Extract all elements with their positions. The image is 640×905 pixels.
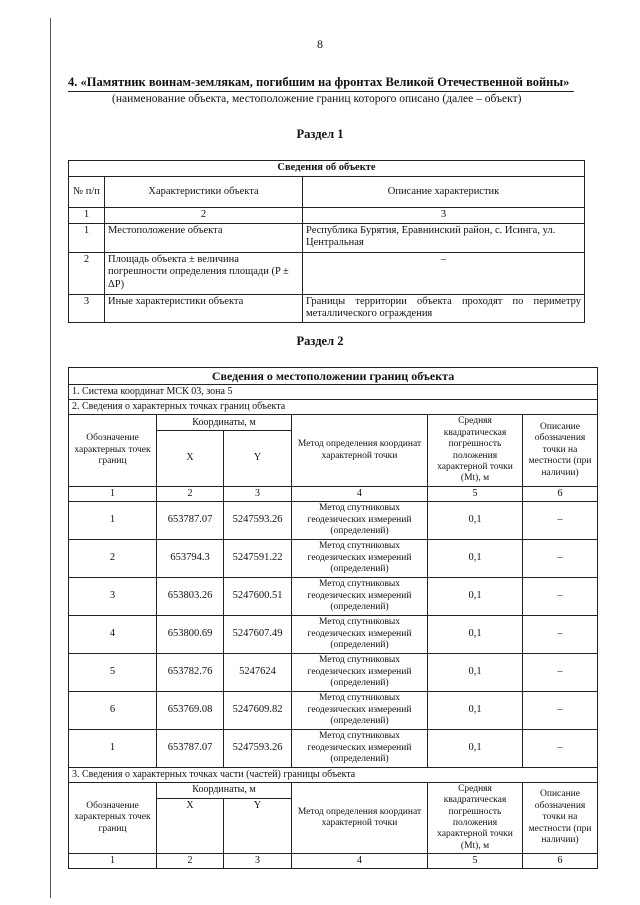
parts-col-header-coords: Координаты, м [157, 782, 292, 798]
point-y: 5247591.22 [224, 539, 292, 577]
table-title: Сведения о местоположении границ объекта [69, 368, 598, 385]
parts-col-header-method: Метод определения координат характерной точки [292, 782, 428, 853]
row-desc: Границы территории объекта проходят по периметру металлического ограждения [303, 294, 585, 322]
point-mt: 0,1 [428, 577, 523, 615]
parts-col-header-description: Описание обозначения точки на местности (при наличии) [523, 782, 598, 853]
object-title: 4. «Памятник воинам-землякам, погибшим на фронтах Великой Отечественной войны» [68, 75, 570, 89]
index-cell: 5 [428, 854, 523, 869]
object-subtitle: (наименование объекта, местоположение границ которого описано (далее – объект) [112, 93, 522, 105]
index-cell: 2 [157, 854, 224, 869]
parts-col-header-y: Y [224, 798, 292, 853]
point-x: 653782.76 [157, 653, 224, 691]
point-desc: – [523, 501, 598, 539]
point-mt: 0,1 [428, 653, 523, 691]
index-cell: 3 [224, 854, 292, 869]
index-cell: 3 [224, 486, 292, 501]
table-row [69, 501, 598, 539]
point-desc: – [523, 729, 598, 767]
row-char: Иные характеристики объекта [105, 294, 303, 322]
point-id: 1 [69, 729, 157, 767]
point-x: 653787.07 [157, 729, 224, 767]
row-num: 1 [69, 223, 105, 252]
index-cell: 2 [157, 486, 224, 501]
point-y: 5247609.82 [224, 691, 292, 729]
row-desc: – [303, 252, 585, 294]
col-header-x: X [157, 431, 224, 487]
point-id: 2 [69, 539, 157, 577]
point-id: 3 [69, 577, 157, 615]
point-id: 4 [69, 615, 157, 653]
point-desc: – [523, 539, 598, 577]
point-method: Метод спутниковых геодезических измерений (определений) [292, 729, 428, 767]
index-cell: 4 [292, 486, 428, 501]
col-header-y: Y [224, 431, 292, 487]
object-info-table [68, 160, 585, 323]
point-mt: 0,1 [428, 501, 523, 539]
col-header-num: № п/п [69, 177, 105, 208]
table-row [69, 691, 598, 729]
table-row [69, 577, 598, 615]
point-mt: 0,1 [428, 691, 523, 729]
col-header-designation: Обозначение характерных точек границ [69, 415, 157, 486]
table-row [69, 294, 585, 322]
point-y: 5247600.51 [224, 577, 292, 615]
col-header-coords: Координаты, м [157, 415, 292, 431]
index-cell: 6 [523, 486, 598, 501]
table-row [69, 653, 598, 691]
point-x: 653794.3 [157, 539, 224, 577]
parts-heading: 3. Сведения о характерных точках части (частей) границы объекта [69, 767, 598, 782]
point-id: 1 [69, 501, 157, 539]
point-y: 5247624 [224, 653, 292, 691]
section2-heading: Раздел 2 [296, 334, 344, 348]
point-y: 5247607.49 [224, 615, 292, 653]
col-header-method: Метод определения координат характерной точки [292, 415, 428, 486]
index-cell: 1 [69, 854, 157, 869]
point-y: 5247593.26 [224, 501, 292, 539]
point-x: 653769.08 [157, 691, 224, 729]
point-method: Метод спутниковых геодезических измерений (определений) [292, 501, 428, 539]
point-x: 653803.26 [157, 577, 224, 615]
margin-line [50, 18, 51, 898]
table-row [69, 252, 585, 294]
index-cell: 3 [303, 208, 585, 224]
point-x: 653787.07 [157, 501, 224, 539]
coord-system: 1. Система координат МСК 03, зона 5 [69, 385, 598, 400]
table-title: Сведения об объекте [69, 161, 585, 177]
row-desc: Республика Бурятия, Еравнинский район, с. Исинга, ул. Центральная [303, 223, 585, 252]
row-num: 3 [69, 294, 105, 322]
row-num: 2 [69, 252, 105, 294]
title-underline [68, 91, 574, 92]
index-cell: 6 [523, 854, 598, 869]
point-x: 653800.69 [157, 615, 224, 653]
point-mt: 0,1 [428, 539, 523, 577]
index-cell: 1 [69, 208, 105, 224]
point-desc: – [523, 691, 598, 729]
col-header-accuracy: Средняя квадратическая погрешность положения характерной точки (Mt), м [428, 415, 523, 486]
col-header-description: Описание обозначения точки на местности (при наличии) [523, 415, 598, 486]
point-desc: – [523, 615, 598, 653]
parts-col-header-x: X [157, 798, 224, 853]
point-desc: – [523, 577, 598, 615]
section1-heading: Раздел 1 [296, 127, 344, 141]
point-method: Метод спутниковых геодезических измерений (определений) [292, 615, 428, 653]
row-char: Местоположение объекта [105, 223, 303, 252]
index-cell: 5 [428, 486, 523, 501]
point-method: Метод спутниковых геодезических измерений (определений) [292, 539, 428, 577]
index-cell: 2 [105, 208, 303, 224]
row-char: Площадь объекта ± величина погрешности определения площади (P ± ΔP) [105, 252, 303, 294]
boundary-table [68, 367, 598, 869]
table-row [69, 729, 598, 767]
col-header-char: Характеристики объекта [105, 177, 303, 208]
point-id: 6 [69, 691, 157, 729]
index-cell: 4 [292, 854, 428, 869]
table-row [69, 615, 598, 653]
point-id: 5 [69, 653, 157, 691]
point-mt: 0,1 [428, 729, 523, 767]
point-method: Метод спутниковых геодезических измерений (определений) [292, 653, 428, 691]
point-method: Метод спутниковых геодезических измерений (определений) [292, 577, 428, 615]
parts-col-header-accuracy: Средняя квадратическая погрешность положения характерной точки (Mt), м [428, 782, 523, 853]
table-row [69, 539, 598, 577]
page-number: 8 [317, 37, 323, 51]
points-heading: 2. Сведения о характерных точках границ объекта [69, 400, 598, 415]
parts-col-header-designation: Обозначение характерных точек границ [69, 782, 157, 853]
col-header-desc: Описание характеристик [303, 177, 585, 208]
table-row [69, 223, 585, 252]
point-y: 5247593.26 [224, 729, 292, 767]
point-mt: 0,1 [428, 615, 523, 653]
point-desc: – [523, 653, 598, 691]
point-method: Метод спутниковых геодезических измерений (определений) [292, 691, 428, 729]
index-cell: 1 [69, 486, 157, 501]
